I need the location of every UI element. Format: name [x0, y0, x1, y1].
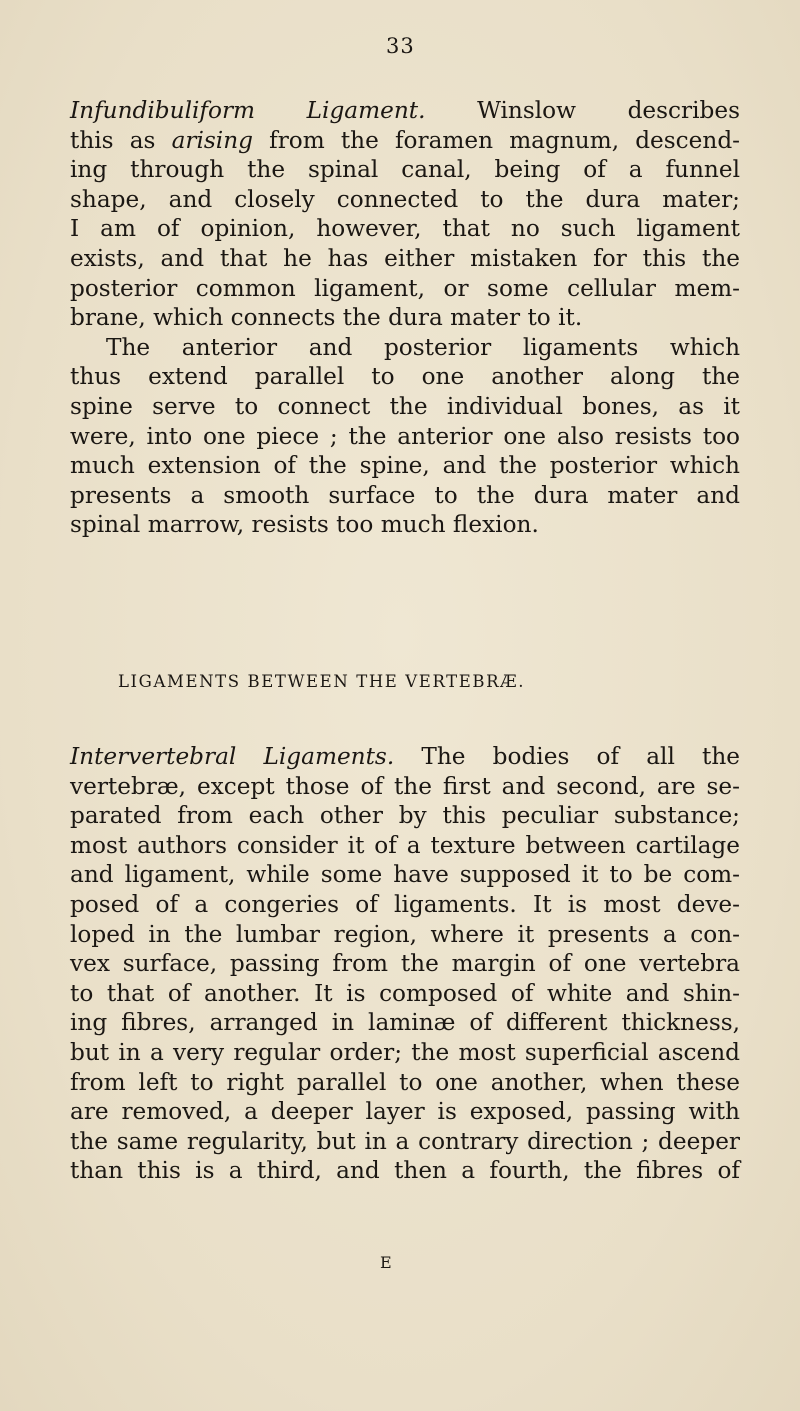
text-line: shape, and closely connected to the dura mater; [70, 185, 740, 213]
text-line: posterior common ligament, or some cellular mem- [70, 274, 740, 302]
text-line [70, 126, 740, 156]
paragraph-infundibuliform [70, 96, 740, 540]
text-line: from left to right parallel to one another, when these [70, 1068, 740, 1096]
text-line: loped in the lumbar region, where it presents a con- [70, 920, 740, 948]
text-line: spine serve to connect the individual bones, as it [70, 392, 740, 420]
section-heading: LIGAMENTS BETWEEN THE VERTEBRÆ. [118, 672, 526, 691]
text-line: and ligament, while some have supposed it to be com- [70, 861, 740, 889]
text-line: are removed, a deeper layer is exposed, passing with [70, 1098, 740, 1126]
line-text: from the foramen magnum, descend- [252, 126, 740, 154]
text-line: I am of opinion, however, that no such ligament [70, 215, 740, 243]
text-line: thus extend parallel to one another along the [70, 363, 740, 391]
text-line: posed of a congeries of ligaments. It is most deve- [70, 890, 740, 918]
text-line: spinal marrow, resists too much flexion. [70, 511, 539, 539]
text-line [70, 96, 740, 126]
text-line [70, 742, 740, 772]
italic-term: arising [171, 126, 253, 154]
line-text: Winslow describes [425, 97, 740, 124]
paragraph-intervertebral [70, 742, 740, 1186]
text-line: parated from each other by this peculiar substance; [70, 802, 740, 830]
text-line: than this is a third, and then a fourth, the fibres of [70, 1157, 740, 1185]
text-line: vex surface, passing from the margin of one vertebra [70, 950, 740, 978]
text-line: ing fibres, arranged in laminæ of different thickness, [70, 1009, 740, 1037]
text-line: the same regularity, but in a contrary direction ; deeper [70, 1127, 740, 1155]
italic-term: Infundibuliform Ligament. [70, 97, 426, 124]
text-line: much extension of the spine, and the posterior which [70, 452, 740, 480]
text-line: were, into one piece ; the anterior one also resists too [70, 422, 740, 450]
text-line: but in a very regular order; the most superficial ascend [70, 1038, 740, 1066]
signature-mark: E [380, 1253, 392, 1272]
line-text: The bodies of all the [394, 743, 740, 770]
text-line: presents a smooth surface to the dura mater and [70, 481, 740, 509]
text-line: brane, which connects the dura mater to it. [70, 304, 583, 332]
text-line: to that of another. It is composed of white and shin- [70, 979, 740, 1007]
line-text: this as [70, 126, 172, 154]
text-line: ing through the spinal canal, being of a funnel [70, 156, 740, 184]
text-line: exists, and that he has either mistaken for this the [70, 244, 740, 272]
text-line: vertebræ, except those of the first and second, are se- [70, 772, 740, 800]
page-number: 33 [386, 34, 415, 58]
text-line: The anterior and posterior ligaments which [106, 333, 740, 361]
text-line: most authors consider it of a texture between cartilage [70, 831, 740, 859]
italic-term: Intervertebral Ligaments. [70, 743, 395, 770]
